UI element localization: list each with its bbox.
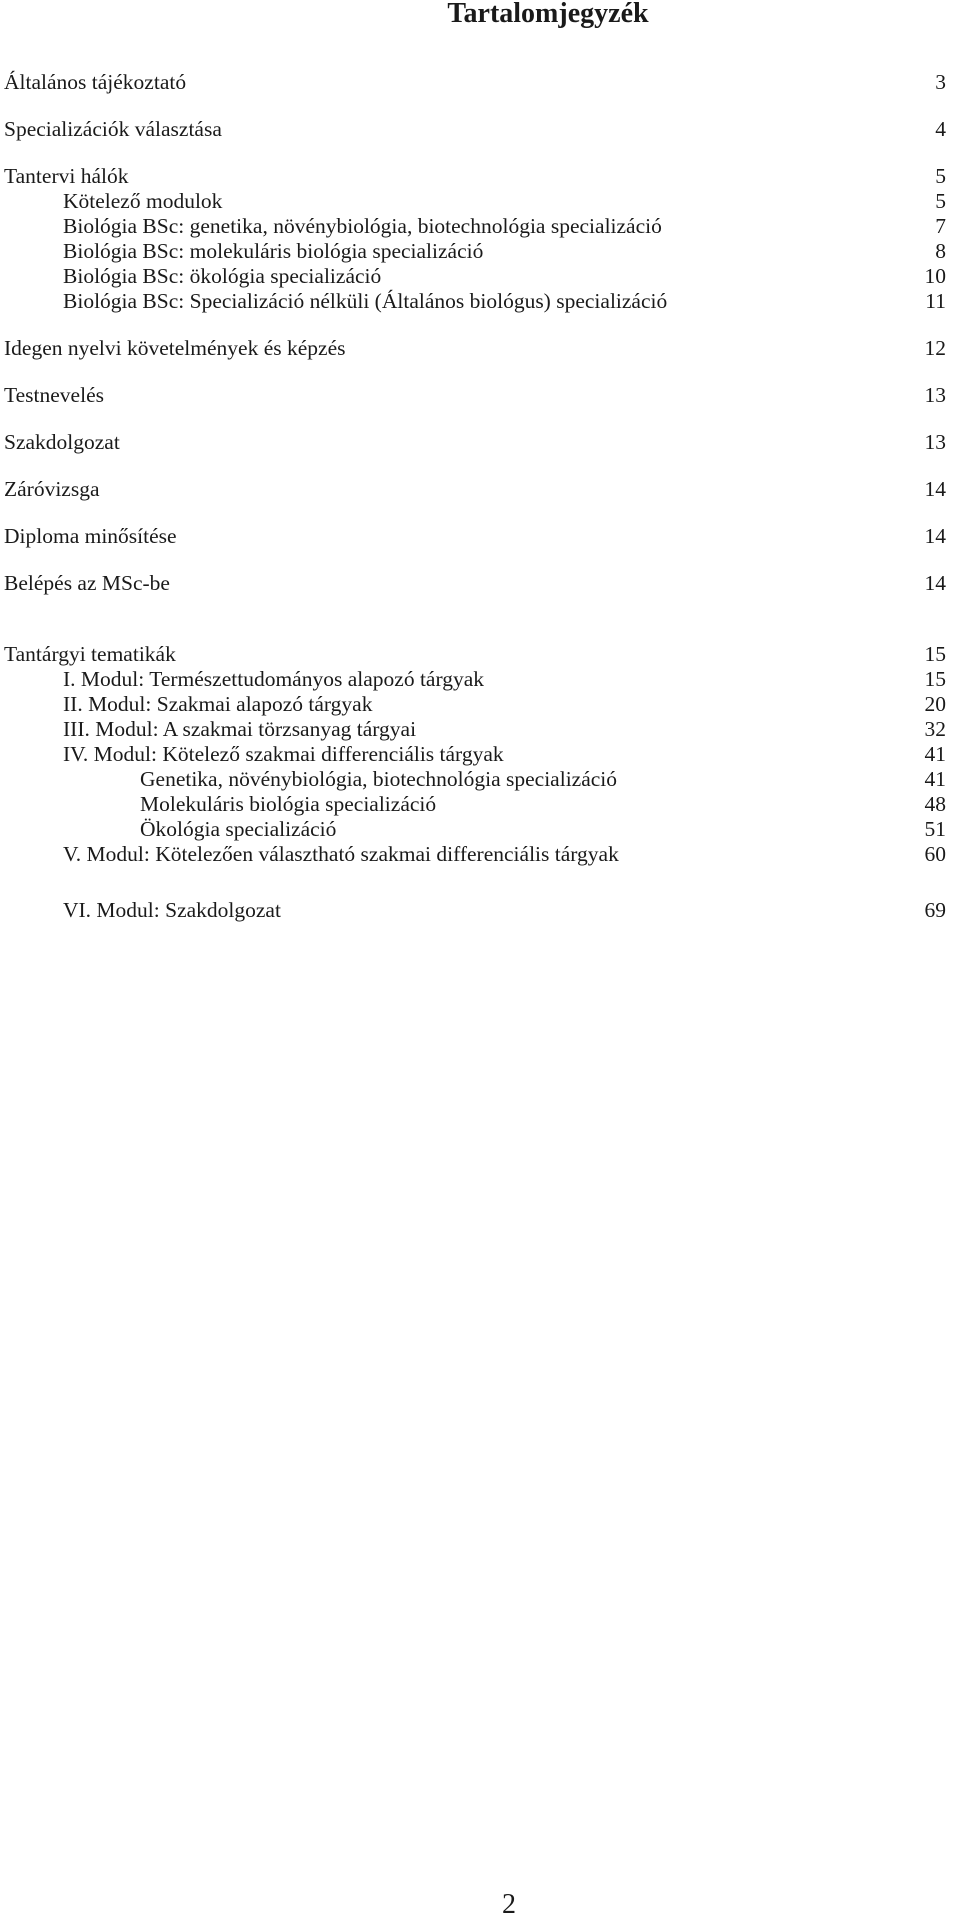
toc-entry-label: Biológia BSc: genetika, növénybiológia, biotechnológia specializáció <box>63 214 662 238</box>
toc-entry-label: III. Modul: A szakmai törzsanyag tárgyai <box>63 717 417 741</box>
toc-entry-label: Záróvizsga <box>4 477 100 501</box>
page-title: Tartalomjegyzék <box>447 0 649 29</box>
toc-entry-page: 32 <box>924 717 946 741</box>
toc-entry-label: Genetika, növénybiológia, biotechnológia specializáció <box>140 767 618 791</box>
toc-entry-page: 14 <box>924 524 946 548</box>
toc-entry-page: 7 <box>935 214 946 238</box>
toc-entry-page: 4 <box>935 117 946 141</box>
toc-entry-page: 60 <box>924 842 946 866</box>
toc-entry-label: VI. Modul: Szakdolgozat <box>63 898 281 922</box>
toc-entry-page: 13 <box>924 383 946 407</box>
toc-entry-label: Testnevelés <box>4 383 104 407</box>
toc-entry-page: 5 <box>935 164 946 188</box>
toc-entry-label: Szakdolgozat <box>4 430 120 454</box>
toc-entry-label: Diploma minősítése <box>4 524 177 548</box>
toc-entry-page: 5 <box>935 189 946 213</box>
toc-entry-page: 48 <box>924 792 946 816</box>
toc-entry-page: 41 <box>924 742 946 766</box>
toc-entry-page: 51 <box>924 817 946 841</box>
toc-entry-page: 8 <box>935 239 946 263</box>
toc-entry-page: 11 <box>925 289 946 313</box>
page-number: 2 <box>502 1889 516 1920</box>
toc-entry-label: Általános tájékoztató <box>4 70 187 94</box>
toc-entry-page: 15 <box>924 667 946 691</box>
toc-entry-page: 3 <box>935 70 946 94</box>
toc-entry-label: Biológia BSc: molekuláris biológia specializáció <box>63 239 484 263</box>
toc-entry-label: Molekuláris biológia specializáció <box>140 792 437 816</box>
toc-entry-page: 41 <box>924 767 946 791</box>
toc-entry-page: 13 <box>924 430 946 454</box>
toc-entry-label: Specializációk választása <box>4 117 222 141</box>
toc-entry-label: Idegen nyelvi követelmények és képzés <box>4 336 346 360</box>
toc-entry-page: 15 <box>924 642 946 666</box>
toc-entry-label: Biológia BSc: ökológia specializáció <box>63 264 382 288</box>
toc-entry-page: 20 <box>924 692 946 716</box>
toc-entry-label: Kötelező modulok <box>63 189 223 213</box>
toc-entry-label: II. Modul: Szakmai alapozó tárgyak <box>63 692 373 716</box>
toc-entry-label: Belépés az MSc-be <box>4 571 170 595</box>
toc-entry-page: 14 <box>924 477 946 501</box>
toc-entry-label: Biológia BSc: Specializáció nélküli (Általános biológus) specializáció <box>63 289 668 313</box>
toc-entry-label: I. Modul: Természettudományos alapozó tárgyak <box>63 667 485 691</box>
toc-entry-page: 14 <box>924 571 946 595</box>
toc-entry-page: 69 <box>924 898 946 922</box>
toc-entry-label: V. Modul: Kötelezően választható szakmai differenciális tárgyak <box>63 842 619 866</box>
toc-entry-label: Tantárgyi tematikák <box>4 642 176 666</box>
toc-entry-page: 10 <box>924 264 946 288</box>
toc-entry-label: IV. Modul: Kötelező szakmai differenciális tárgyak <box>63 742 504 766</box>
toc-entry-page: 12 <box>924 336 946 360</box>
toc-entry-label: Ökológia specializáció <box>140 817 337 841</box>
toc-entry-label: Tantervi hálók <box>4 164 129 188</box>
